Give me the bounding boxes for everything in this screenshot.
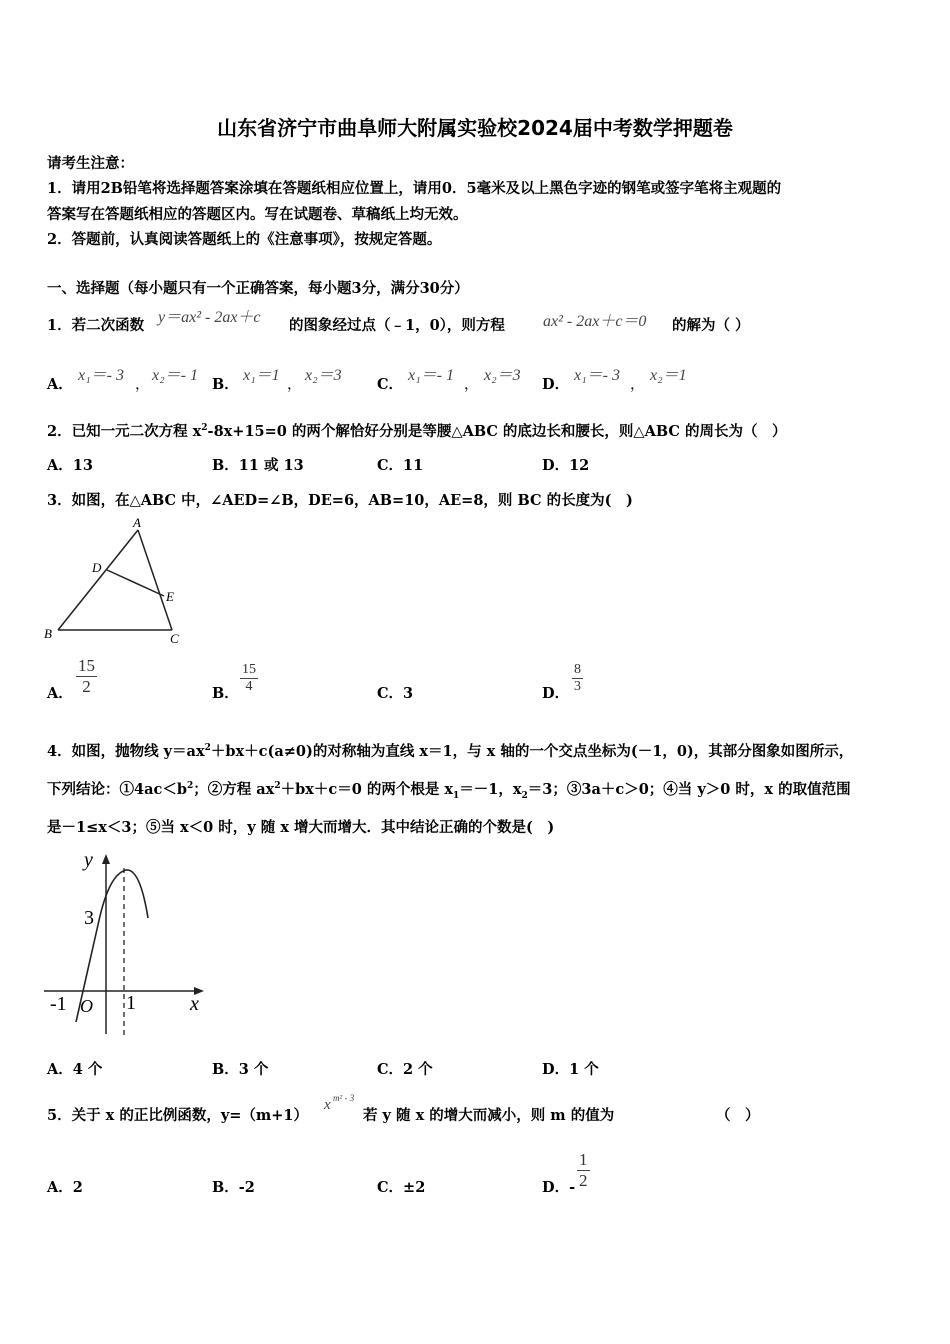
q5-prefix: 5．关于 x 的正比例函数，y=（m+1） bbox=[47, 1107, 308, 1124]
q1-option-d-x2: x₂＝1 bbox=[650, 367, 687, 384]
label-d: D bbox=[92, 560, 102, 575]
q5-option-b: B．-2 bbox=[212, 1179, 255, 1196]
q5-option-d-fraction: $\frac{1}{2}$ bbox=[579, 1150, 588, 1190]
label-three: 3 bbox=[84, 907, 94, 929]
q2-option-a: A．13 bbox=[47, 457, 93, 474]
q1-option-c-x2: x₂＝3 bbox=[484, 367, 521, 384]
q4-option-d: D．1 个 bbox=[542, 1061, 599, 1078]
notice-heading: 请考生注意： bbox=[47, 155, 134, 172]
q3-option-d-label: D． bbox=[542, 685, 570, 702]
q1-option-a-x1: x₁＝- 3 bbox=[78, 367, 124, 384]
section-heading: 一、选择题（每小题只有一个正确答案，每小题3分，满分30分） bbox=[47, 280, 469, 297]
y-axis-arrow bbox=[102, 854, 110, 864]
label-e: E bbox=[166, 589, 174, 604]
q2-option-b: B．11 或 13 bbox=[212, 457, 304, 474]
notice-line-1: 1．请用2B铅笔将选择题答案涂填在答题纸相应位置上，请用0．5毫米及以上黑色字迹的钢笔或签字笔将主观题的 bbox=[47, 180, 782, 197]
label-a: A bbox=[133, 515, 141, 530]
segment-ac bbox=[138, 530, 172, 630]
label-c: C bbox=[170, 631, 179, 646]
label-b: B bbox=[44, 626, 52, 641]
q1-option-d-x1: x₁＝- 3 bbox=[574, 367, 620, 384]
q5-power-exponent: m² - 3 bbox=[333, 1093, 355, 1103]
q1-option-a-label: A． bbox=[47, 376, 73, 393]
q3-option-a-fraction: $\frac{15}{2}$ bbox=[78, 656, 95, 696]
q1-option-a-x2: x₂＝- 1 bbox=[152, 367, 198, 384]
q1-option-b-label: B． bbox=[212, 376, 239, 393]
label-origin: O bbox=[80, 996, 93, 1016]
q4-option-c: C．2 个 bbox=[377, 1061, 433, 1078]
q4-option-a: A．4 个 bbox=[47, 1061, 103, 1078]
segment-ab bbox=[58, 530, 138, 630]
q5-option-c: C．±2 bbox=[377, 1179, 426, 1196]
q4-line-1: 4．如图，抛物线 $y=ax^2+bx+c(a\ne 0)$的对称轴为直线 x＝1，与 x 轴的一个交点坐标为(－1，0)，其部分图象如图所示， bbox=[47, 743, 854, 760]
q2-option-d: D．12 bbox=[542, 457, 590, 474]
q3-option-d-fraction: $\frac{8}{3}$ bbox=[574, 662, 581, 694]
q3-option-c: C．3 bbox=[377, 685, 414, 702]
q1-option-c-x1: x₁＝- 1 bbox=[408, 367, 454, 384]
q4-option-b: B．3 个 bbox=[212, 1061, 269, 1078]
label-y: y bbox=[84, 849, 93, 871]
q3-option-b-fraction: $\frac{15}{4}$ bbox=[242, 662, 256, 694]
q1-equation: ax² - 2ax＋c＝0 bbox=[543, 313, 647, 330]
q1-option-b-x2: x₂＝3 bbox=[305, 367, 342, 384]
q1-option-c-label: C． bbox=[377, 376, 404, 393]
label-x: x bbox=[190, 993, 199, 1015]
triangle-figure bbox=[40, 512, 190, 647]
q1-option-d-label: D． bbox=[542, 376, 570, 393]
q5-option-a: A．2 bbox=[47, 1179, 83, 1196]
q5-suffix: 若 y 随 x 的增大而减小，则 m 的值为 bbox=[363, 1107, 615, 1124]
label-neg-one: -1 bbox=[50, 993, 67, 1015]
q3-stem: 3．如图，在△ABC 中，∠AED=∠B，DE=6，AB=10，AE=8，则 BC 的长度为( ) bbox=[47, 492, 633, 509]
q5-power-base: x bbox=[324, 1097, 331, 1113]
q3-option-a-label: A． bbox=[47, 685, 73, 702]
q5-paren: （ ） bbox=[716, 1107, 760, 1124]
q1-prefix: 1．若二次函数 bbox=[47, 317, 145, 334]
q1-function: y＝ax² - 2ax＋c bbox=[158, 309, 261, 326]
page-title: 山东省济宁市曲阜师大附属实验校2024届中考数学押题卷 bbox=[217, 116, 733, 140]
label-one: 1 bbox=[126, 992, 136, 1014]
q2-stem: 2．已知一元二次方程 $x^2-8x+15=0$ 的两个解恰好分别是等腰△ABC 的底边长和腰长，则△ABC 的周长为（ ） bbox=[47, 423, 787, 440]
q1-suffix: 的解为（ ） bbox=[672, 317, 750, 334]
q5-option-d-label: D．- bbox=[542, 1179, 576, 1196]
q2-option-c: C．11 bbox=[377, 457, 424, 474]
q4-line-3: 是－1≤x＜3；⑤当 x＜0 时，y 随 x 增大而增大．其中结论正确的个数是( ) bbox=[47, 819, 555, 836]
notice-line-2: 答案写在答题纸相应的答题区内。写在试题卷、草稿纸上均无效。 bbox=[47, 206, 468, 223]
q1-option-b-x1: x₁＝1 bbox=[243, 367, 280, 384]
q3-option-b-label: B． bbox=[212, 685, 239, 702]
notice-line-3: 2．答题前，认真阅读答题纸上的《注意事项》，按规定答题。 bbox=[47, 231, 442, 248]
q1-mid: 的图象经过点（﹣1，0），则方程 bbox=[289, 317, 505, 334]
parabola-graph bbox=[40, 846, 220, 1041]
q4-line-2: 下列结论：$①4ac<b^2$；②方程 $ax^2+bx+c=0$ 的两个根是 $x_1=-1$，$x_2=3$；③3a＋c＞0；④当 y＞0 时，x 的取值范围 bbox=[47, 781, 851, 801]
